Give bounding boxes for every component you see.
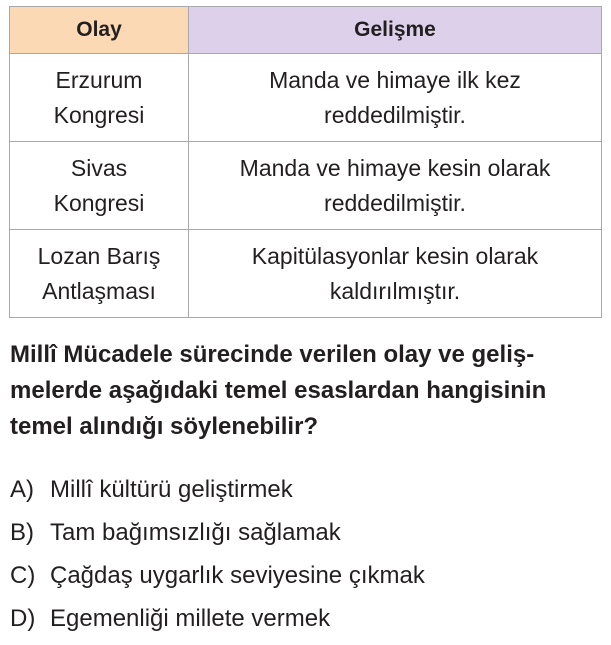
option-text: Egemenliği millete vermek [50, 605, 331, 632]
option-text: Çağdaş uygarlık seviyesine çıkmak [50, 562, 425, 589]
cell-line: reddedilmiştir. [324, 101, 466, 128]
option-d[interactable] [10, 602, 425, 645]
option-letter: B) [10, 519, 34, 546]
cell-olay-lozan [10, 230, 189, 318]
cell-gelisme-erzurum [189, 54, 602, 142]
option-b[interactable] [10, 516, 425, 559]
table-row [10, 230, 602, 318]
option-c[interactable] [10, 559, 425, 602]
cell-gelisme-lozan [189, 230, 602, 318]
cell-line: Manda ve himaye ilk kez [269, 66, 521, 93]
cell-line: Kapitülasyonlar kesin olarak [251, 242, 539, 269]
table-row [10, 142, 602, 230]
option-text: Tam bağımsızlığı sağlamak [50, 519, 341, 546]
events-table [9, 6, 602, 318]
cell-line: Kongresi [53, 101, 145, 128]
table-row [10, 54, 602, 142]
question-text [10, 337, 606, 445]
cell-olay-sivas [10, 142, 189, 230]
header-olay: Olay [10, 7, 189, 54]
cell-gelisme-sivas [189, 142, 602, 230]
question-line: melerde aşağıdaki temel esaslardan hangisinin [10, 377, 547, 404]
cell-line: Kongresi [53, 189, 145, 216]
question-line: temel alındığı söylenebilir? [10, 413, 319, 440]
cell-line: Manda ve himaye kesin olarak [239, 154, 551, 181]
option-text: Millî kültürü geliştirmek [50, 476, 293, 503]
cell-olay-erzurum [10, 54, 189, 142]
cell-line: Erzurum [55, 66, 143, 93]
answer-options [10, 473, 425, 645]
option-letter: C) [10, 562, 36, 589]
cell-line: reddedilmiştir. [324, 189, 466, 216]
cell-line: Antlaşması [42, 277, 156, 304]
cell-line: Lozan Barış [37, 242, 161, 269]
option-a[interactable] [10, 473, 425, 516]
header-gelisme: Gelişme [189, 7, 602, 54]
option-letter: D) [10, 605, 36, 632]
cell-line: Sivas [70, 154, 128, 181]
question-line: Millî Mücadele sürecinde verilen olay ve geliş- [10, 341, 535, 368]
table-header-row [10, 7, 602, 54]
cell-line: kaldırılmıştır. [329, 277, 461, 304]
option-letter: A) [10, 476, 34, 503]
